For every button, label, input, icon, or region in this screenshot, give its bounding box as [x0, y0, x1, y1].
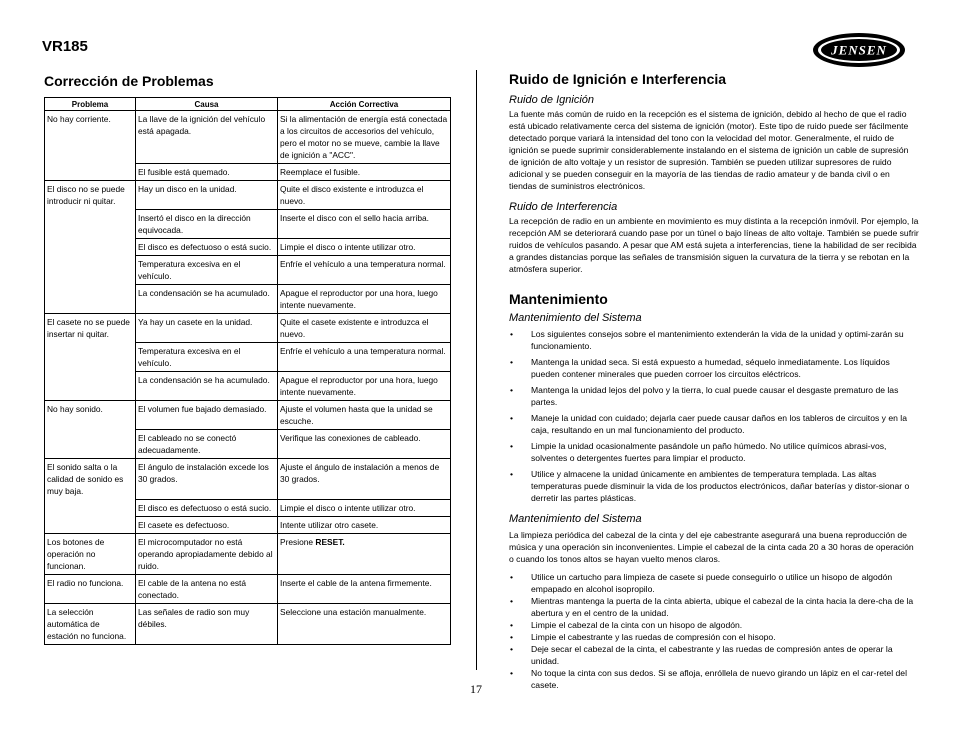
list-item: • Los siguientes consejos sobre el mantenimiento extenderán la vida de la unidad y optimi-zarán su funcionamiento. — [509, 328, 919, 352]
problem-cell — [45, 430, 136, 459]
troubleshooting-title: Corrección de Problemas — [44, 73, 214, 89]
cause-cell: El ángulo de instalación excede los 30 grados. — [136, 459, 278, 500]
list-item: • Mantenga la unidad lejos del polvo y la tierra, lo cual puede causar el desgaste prematuro de las partes. — [509, 384, 919, 408]
jensen-logo — [812, 32, 906, 68]
table-row — [45, 210, 451, 239]
paragraph-interference-noise: La recepción de radio en un ambiente en movimiento es muy distinta a la recepción inmóvil. Por ejemplo, la recepción AM se deteriorará cuando pase por un túnel o bajo líneas de alto voltaje. También se puede sufrir ruidos de vehículos pasando. A pesar que AM está sujeta a interferencias, tiene la habilidad de ser recibida a grandes distancias porque las señales de transmisión siguen la curvatura de la tierra y se rebotan en la atmósfera superior. — [509, 216, 919, 274]
table-row — [45, 164, 451, 181]
problem-cell: El disco no se puede introducir ni quitar. — [45, 181, 136, 210]
problem-cell — [45, 343, 136, 372]
action-cell: Enfríe el vehículo a una temperatura normal. — [278, 343, 451, 372]
table-row — [45, 401, 451, 430]
action-cell — [278, 533, 451, 574]
problem-cell — [45, 516, 136, 533]
cause-cell: El microcomputador no está operando apropiadamente debido al ruido. — [136, 533, 278, 574]
problem-cell: No hay corriente. — [45, 111, 136, 164]
action-text: Presione — [280, 536, 314, 547]
table-row — [45, 285, 451, 314]
problem-cell: El casete no se puede insertar ni quitar. — [45, 314, 136, 343]
section-title-maintenance: Mantenimiento — [509, 291, 608, 307]
cause-cell: Hay un disco en la unidad. — [136, 181, 278, 210]
cause-cell: Temperatura excesiva en el vehículo. — [136, 256, 278, 285]
list-item: • Limpie el cabestrante y las ruedas de compresión con el hisopo. — [509, 631, 919, 643]
problem-cell: El sonido salta o la calidad de sonido es muy baja. — [45, 459, 136, 500]
list-item: • Utilice un cartucho para limpieza de casete si puede conseguirlo o utilice un hisopo de algodón empapado en alcohol isopropilo. — [509, 571, 919, 595]
action-cell: Si la alimentación de energía está conectada a los circuitos de accesorios del vehículo, pero el motor no se mueve, cambie la llave de ignición a "ACC". — [278, 111, 451, 164]
table-row — [45, 239, 451, 256]
list-item: • Deje secar el cabezal de la cinta, el cabestrante y las ruedas de compresión antes de operar la unidad. — [509, 643, 919, 667]
column-divider — [476, 70, 477, 670]
problem-cell — [45, 285, 136, 314]
problem-cell — [45, 372, 136, 401]
list-item: • Utilice y almacene la unidad únicamente en ambientes de temperatura templada. Las altas temperaturas puede disminuir la vida de los productos electrónicos, dañar baterías y distor-sionar o derretir las partes plásticas. — [509, 468, 919, 504]
problem-cell — [45, 164, 136, 181]
table-row — [45, 430, 451, 459]
cause-cell: Temperatura excesiva en el vehículo. — [136, 343, 278, 372]
list-item: • Maneje la unidad con cuidado; dejarla caer puede causar daños en los tableros de circuitos y en la caja, resultando en un mal funcionamiento del producto. — [509, 412, 919, 436]
cause-cell: El fusible está quemado. — [136, 164, 278, 181]
list-item: • Mientras mantenga la puerta de la cinta abierta, ubique el cabezal de la cinta hacia la dere-cha de la abertura y en el centro de la unidad. — [509, 595, 919, 619]
action-cell: Inserte el disco con el sello hacia arriba. — [278, 210, 451, 239]
cause-cell: El casete es defectuoso. — [136, 516, 278, 533]
table-row — [45, 372, 451, 401]
table-row — [45, 343, 451, 372]
cause-cell: La condensación se ha acumulado. — [136, 285, 278, 314]
cause-cell: El disco es defectuoso o está sucio. — [136, 499, 278, 516]
list-item: • No toque la cinta con sus dedos. Si se afloja, enróllela de nuevo girando un lápiz en el car-retel del casete. — [509, 667, 919, 691]
action-cell: Inserte el cable de la antena firmemente. — [278, 574, 451, 603]
subheading-interference-noise: Ruido de Interferencia — [509, 201, 618, 213]
cause-cell: La condensación se ha acumulado. — [136, 372, 278, 401]
cause-cell: Las señales de radio son muy débiles. — [136, 603, 278, 644]
page-number: 17 — [470, 682, 482, 696]
problem-cell — [45, 239, 136, 256]
paragraph-ignition-noise: La fuente más común de ruido en la recepción es el sistema de ignición, debido al hecho de que el radio está ubicado relativamente cerca del sistema de ignición (motor). Este tipo de ruido puede ser fácilmente detectado porque variará la intensidad del tono con la velocidad del motor. Generalmente, el ruido de ignición se puede suprimir considerablemente instalando en el sistema de ignición un cable de supresión de ignición de alto voltaje y un resistor de supresión. También se pueden utilizar supresores de ruido adicional y se pueden conseguir en la mayoría de las tiendas de radio amateur y de banda civil o en tiendas de suministros electrónicos. — [509, 109, 909, 191]
table-header-row — [45, 98, 451, 111]
section-title-ignition-noise: Ruido de Ignición e Interferencia — [509, 71, 727, 87]
problem-cell: La selección automática de estación no funciona. — [45, 603, 136, 644]
action-cell: Quite el disco existente e introduzca el nuevo. — [278, 181, 451, 210]
action-cell: Limpie el disco o intente utilizar otro. — [278, 499, 451, 516]
cause-cell: El disco es defectuoso o está sucio. — [136, 239, 278, 256]
action-cell: Intente utilizar otro casete. — [278, 516, 451, 533]
subheading-system-maintenance: Mantenimiento del Sistema — [509, 312, 642, 324]
action-cell: Limpie el disco o intente utilizar otro. — [278, 239, 451, 256]
subheading-system-maintenance-2: Mantenimiento del Sistema — [509, 513, 642, 525]
table-body — [45, 111, 451, 645]
table-row — [45, 181, 451, 210]
table-row — [45, 533, 451, 574]
list-item: • Limpie el cabezal de la cinta con un hisopo de algodón. — [509, 619, 919, 631]
troubleshooting-table — [44, 97, 451, 645]
problem-cell — [45, 499, 136, 516]
action-cell: Apague el reproductor por una hora, luego intente nuevamente. — [278, 372, 451, 401]
cause-cell: Ya hay un casete en la unidad. — [136, 314, 278, 343]
action-cell: Seleccione una estación manualmente. — [278, 603, 451, 644]
cause-cell: Insertó el disco en la dirección equivocada. — [136, 210, 278, 239]
reset-label: RESET. — [315, 536, 345, 547]
action-cell: Apague el reproductor por una hora, luego intente nuevamente. — [278, 285, 451, 314]
action-cell: Verifique las conexiones de cableado. — [278, 430, 451, 459]
table-row — [45, 459, 451, 500]
list-item: • Mantenga la unidad seca. Si está expuesto a humedad, séquelo inmediatamente. Los líquidos pueden contener minerales que pueden corroer los circuitos eléctricos. — [509, 356, 919, 380]
svg-text:JENSEN: JENSEN — [831, 42, 887, 58]
problem-cell: No hay sonido. — [45, 401, 136, 430]
table-row — [45, 314, 451, 343]
column-header-cause: Causa — [136, 98, 278, 111]
action-cell: Reemplace el fusible. — [278, 164, 451, 181]
table-row — [45, 499, 451, 516]
problem-cell — [45, 210, 136, 239]
problem-cell: Los botones de operación no funcionan. — [45, 533, 136, 574]
table-row — [45, 603, 451, 644]
list-item: • Limpie la unidad ocasionalmente pasándole un paño húmedo. No utilice químicos abrasi-vos, solventes o detergentes fuertes para limpiar el producto. — [509, 440, 919, 464]
cause-cell: El volumen fue bajado demasiado. — [136, 401, 278, 430]
cause-cell: El cableado no se conectó adecuadamente. — [136, 430, 278, 459]
right-column — [509, 70, 919, 691]
table-row — [45, 111, 451, 164]
column-header-problem: Problema — [45, 98, 136, 111]
action-cell: Ajuste el volumen hasta que la unidad se escuche. — [278, 401, 451, 430]
column-header-action: Acción Correctiva — [278, 98, 451, 111]
cause-cell: El cable de la antena no está conectado. — [136, 574, 278, 603]
table-row — [45, 574, 451, 603]
cleaning-list — [509, 571, 919, 691]
problem-cell: El radio no funciona. — [45, 574, 136, 603]
paragraph-tape-cleaning: La limpieza periódica del cabezal de la cinta y del eje cabestrante asegurará una buena reproducción de música y una operación sin inconvenientes. Limpie el cabezal de la cinta cada 20 a 30 horas de operación o cuando los tonos altos se hayan vuelto menos claros. — [509, 530, 914, 564]
action-cell: Enfríe el vehículo a una temperatura normal. — [278, 256, 451, 285]
table-row — [45, 516, 451, 533]
action-cell: Ajuste el ángulo de instalación a menos de 30 grados. — [278, 459, 451, 500]
model-number: VR185 — [42, 38, 88, 55]
cause-cell: La llave de la ignición del vehículo está apagada. — [136, 111, 278, 164]
action-cell: Quite el casete existente e introduzca el nuevo. — [278, 314, 451, 343]
maintenance-list — [509, 328, 919, 504]
subheading-ignition-noise: Ruido de Ignición — [509, 94, 595, 106]
problem-cell — [45, 256, 136, 285]
table-row — [45, 256, 451, 285]
